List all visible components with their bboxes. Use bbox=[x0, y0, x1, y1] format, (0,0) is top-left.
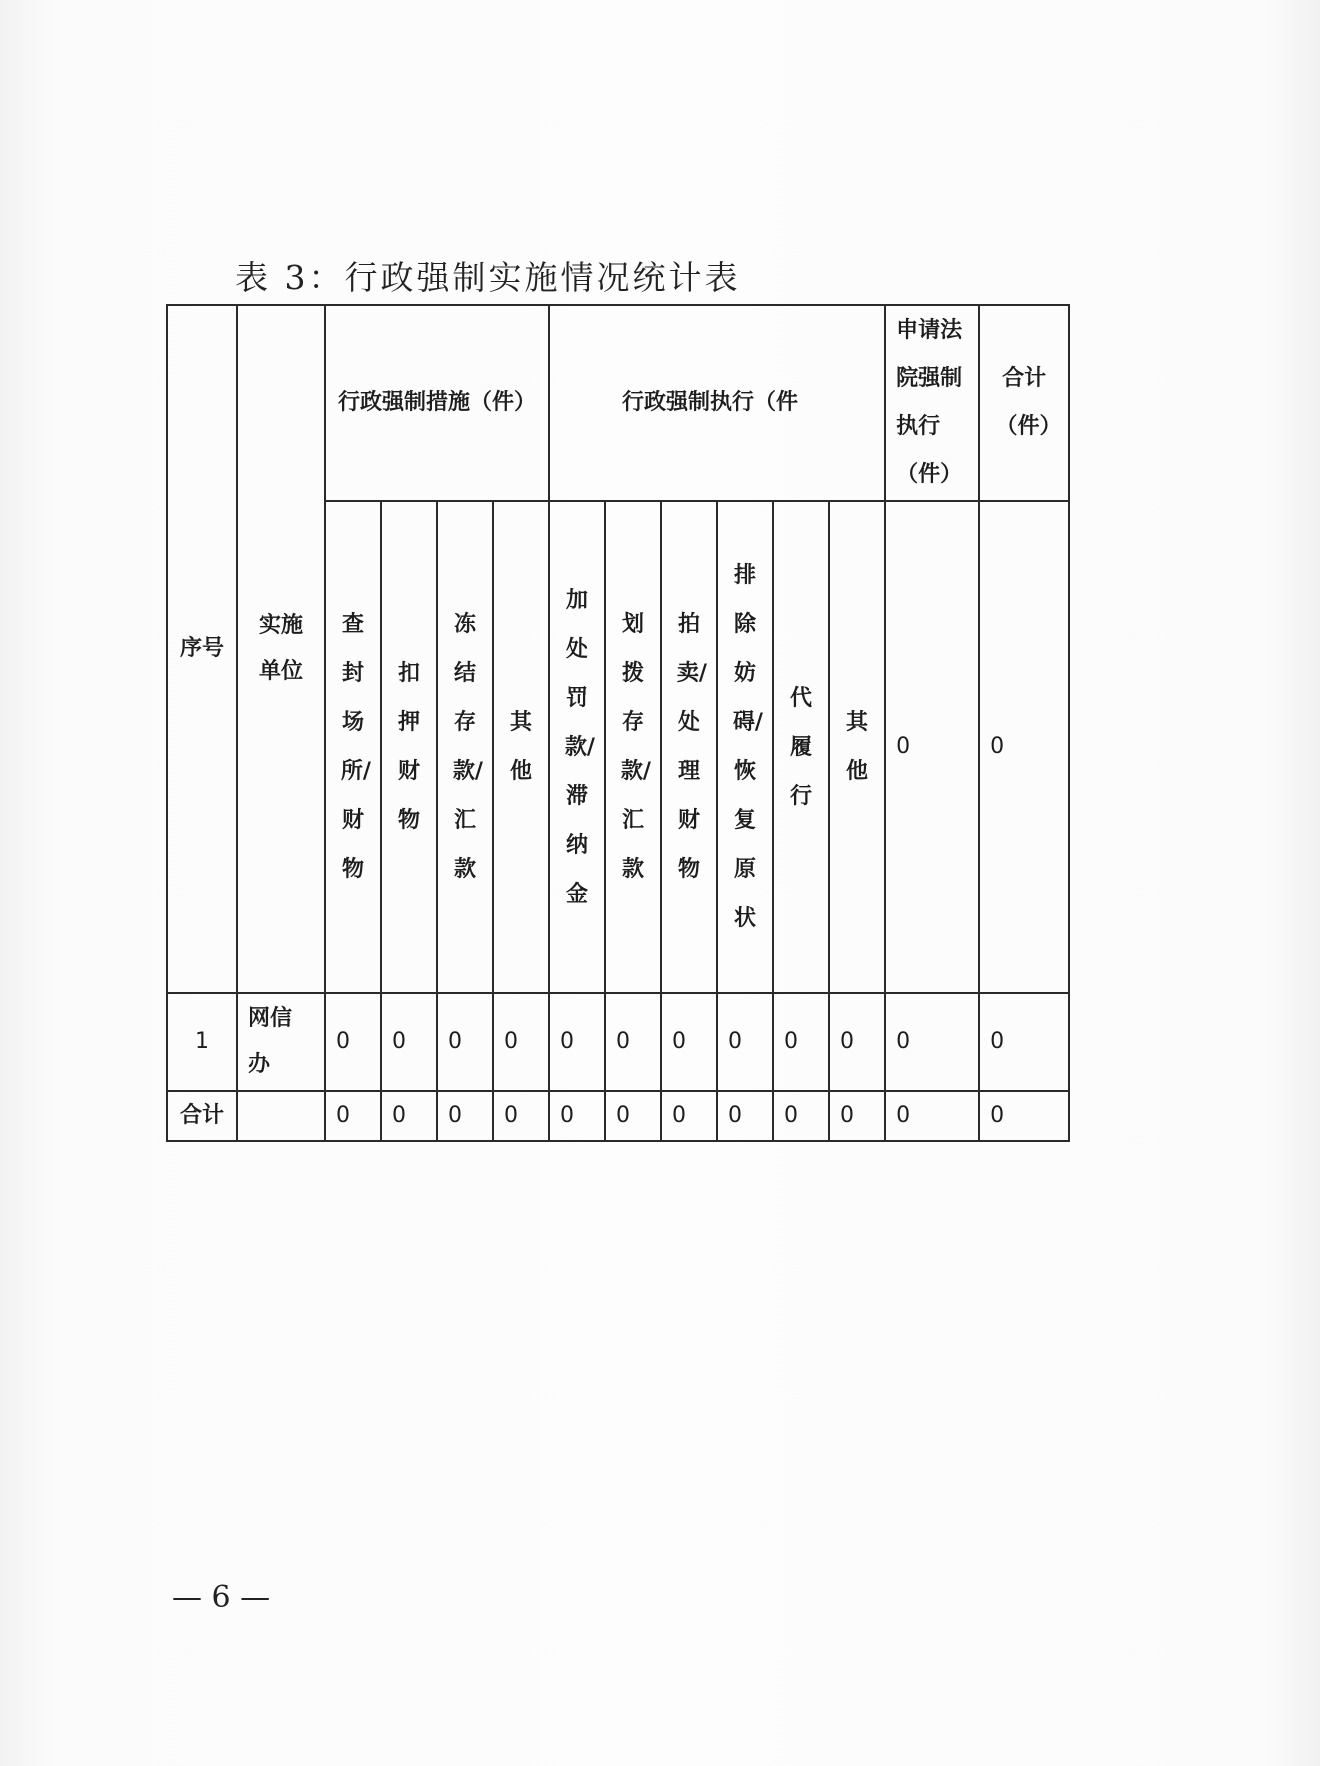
header-exec-other: 其他 bbox=[829, 501, 885, 993]
total-row bbox=[167, 1091, 1069, 1141]
header-measures-group: 行政强制措施（件） bbox=[325, 305, 549, 501]
row-cell: 0 bbox=[717, 993, 773, 1091]
header-unit: 实施单位 bbox=[237, 305, 325, 993]
row-cell: 0 bbox=[829, 993, 885, 1091]
header-measure-seize: 扣押财物 bbox=[381, 501, 437, 993]
row-cell: 0 bbox=[437, 993, 493, 1091]
total-label: 合计 bbox=[167, 1091, 237, 1141]
total-cell: 0 bbox=[549, 1091, 605, 1141]
header-exec-penalty: 加处罚款/滞纳金 bbox=[549, 501, 605, 993]
total-cell: 0 bbox=[661, 1091, 717, 1141]
total-cell: 0 bbox=[829, 1091, 885, 1141]
row-cell: 0 bbox=[549, 993, 605, 1091]
header-row-top bbox=[167, 305, 1069, 501]
page-number: — 6 — bbox=[172, 1580, 271, 1615]
row-cell: 0 bbox=[773, 993, 829, 1091]
row-cell: 0 bbox=[493, 993, 549, 1091]
header-measure-other: 其他 bbox=[493, 501, 549, 993]
row-unit: 网信办 bbox=[237, 993, 325, 1091]
row-cell: 0 bbox=[325, 993, 381, 1091]
header-court-value: 0 bbox=[885, 501, 979, 993]
header-measure-seal: 查封场所/财物 bbox=[325, 501, 381, 993]
header-exec-transfer: 划拨存款/汇款 bbox=[605, 501, 661, 993]
total-cell: 0 bbox=[979, 1091, 1069, 1141]
row-cell: 0 bbox=[661, 993, 717, 1091]
header-exec-auction: 拍卖/处理财物 bbox=[661, 501, 717, 993]
total-cell: 0 bbox=[325, 1091, 381, 1141]
row-cell: 0 bbox=[885, 993, 979, 1091]
row-cell: 0 bbox=[979, 993, 1069, 1091]
header-court: 申请法院强制执行（件） bbox=[885, 305, 979, 501]
header-total: 合计（件） bbox=[979, 305, 1069, 501]
total-cell: 0 bbox=[437, 1091, 493, 1141]
header-execution-group: 行政强制执行（件 bbox=[549, 305, 885, 501]
row-seq: 1 bbox=[167, 993, 237, 1091]
row-cell: 0 bbox=[381, 993, 437, 1091]
total-unit bbox=[237, 1091, 325, 1141]
total-cell: 0 bbox=[381, 1091, 437, 1141]
total-cell: 0 bbox=[885, 1091, 979, 1141]
total-cell: 0 bbox=[717, 1091, 773, 1141]
header-exec-substitute: 代履行 bbox=[773, 501, 829, 993]
total-cell: 0 bbox=[773, 1091, 829, 1141]
header-measure-freeze: 冻结存款/汇款 bbox=[437, 501, 493, 993]
table-title: 表 3：行政强制实施情况统计表 bbox=[235, 258, 741, 297]
header-exec-remove: 排除妨碍/恢复原状 bbox=[717, 501, 773, 993]
total-cell: 0 bbox=[493, 1091, 549, 1141]
statistics-table bbox=[166, 304, 1070, 1142]
header-seq: 序号 bbox=[167, 305, 237, 993]
total-cell: 0 bbox=[605, 1091, 661, 1141]
table-row bbox=[167, 993, 1069, 1091]
row-cell: 0 bbox=[605, 993, 661, 1091]
header-total-value: 0 bbox=[979, 501, 1069, 993]
